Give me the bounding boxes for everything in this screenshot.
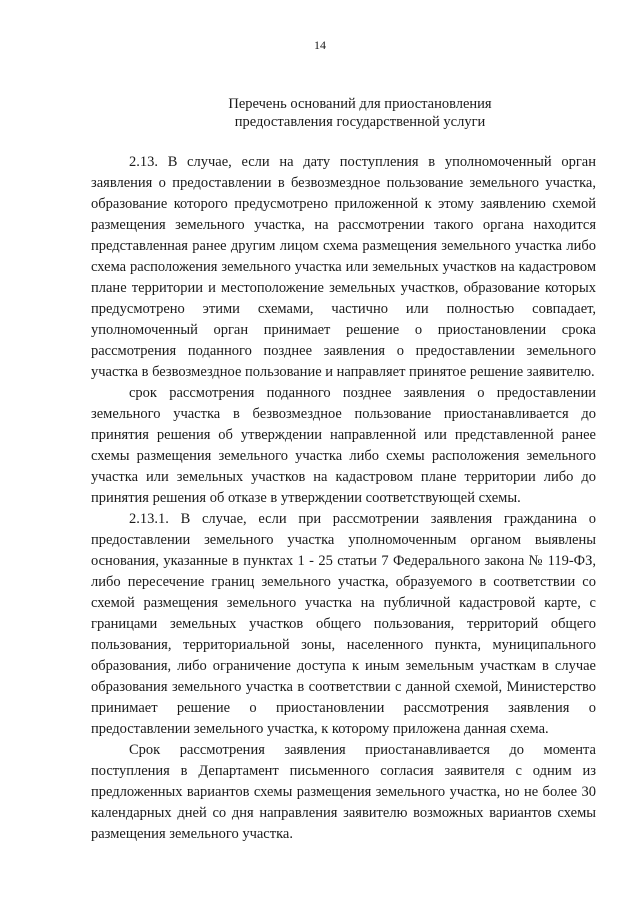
paragraph-2-13: 2.13. В случае, если на дату поступления в уполномоченный орган заявления о предоставлении в безвозмездное пользование земельного участка, образование которого предусмотрено приложенной к этому заявлению схемой размещения земельного участка, на рассмотрении такого органа находится представленная ранее другим лицом схема размещения земельного участка либо схема расположения земельного участка или земельных участков на кадастровом плане территории и местоположение земельных участков, образование которых предусмотрено этими схемами, частично или полностью совпадает, уполномоченный орган принимает решение о приостановлении срока рассмотрения поданного позднее заявления о предоставлении земельного участка в безвозмездное пользование и направляет принятое решение заявителю.: [91, 154, 596, 380]
section-heading: [60, 95, 640, 131]
paragraph-suspension-term: срок рассмотрения поданного позднее заявления о предоставлении земельного участка в безвозмездное пользование приостанавливается до принятия решения об утверждении направленной или представленной ранее схемы размещения земельного участка либо схемы расположения земельного участка или земельных участков на кадастровом плане территории либо до принятия решения об отказе в утверждении соответствующей схемы.: [91, 385, 596, 506]
page-number: 14: [314, 38, 326, 52]
section-heading-line-2: предоставления государственной услуги: [234, 114, 486, 130]
paragraph-suspension-deadline: Срок рассмотрения заявления приостанавливается до момента поступления в Департамент письменного согласия заявителя с одним из предложенных вариантов схемы размещения земельного участка, но не более 30 календарных дней со дня направления заявителю возможных вариантов схемы размещения земельного участка.: [91, 742, 596, 842]
section-heading-line-1: Перечень оснований для приостановления: [228, 96, 492, 112]
paragraph-2-13-1: 2.13.1. В случае, если при рассмотрении заявления гражданина о предоставлении земельного участка уполномоченным органом выявлены основания, указанные в пунктах 1 - 25 статьи 7 Федерального закона № 119-ФЗ, либо пересечение границ земельного участка, образуемого в соответствии со схемой размещения земельного участка на публичной кадастровой карте, с границами земельных участков общего пользования, территорий общего пользования, территориальной зоны, населенного пункта, муниципального образования, либо ограничение доступа к иным земельным участкам в случае образования земельного участка в соответствии с данной схемой, Министерство принимает решение о приостановлении рассмотрения заявления о предоставлении земельного участка, к которому приложена данная схема.: [91, 511, 596, 737]
document-body: [91, 152, 596, 845]
